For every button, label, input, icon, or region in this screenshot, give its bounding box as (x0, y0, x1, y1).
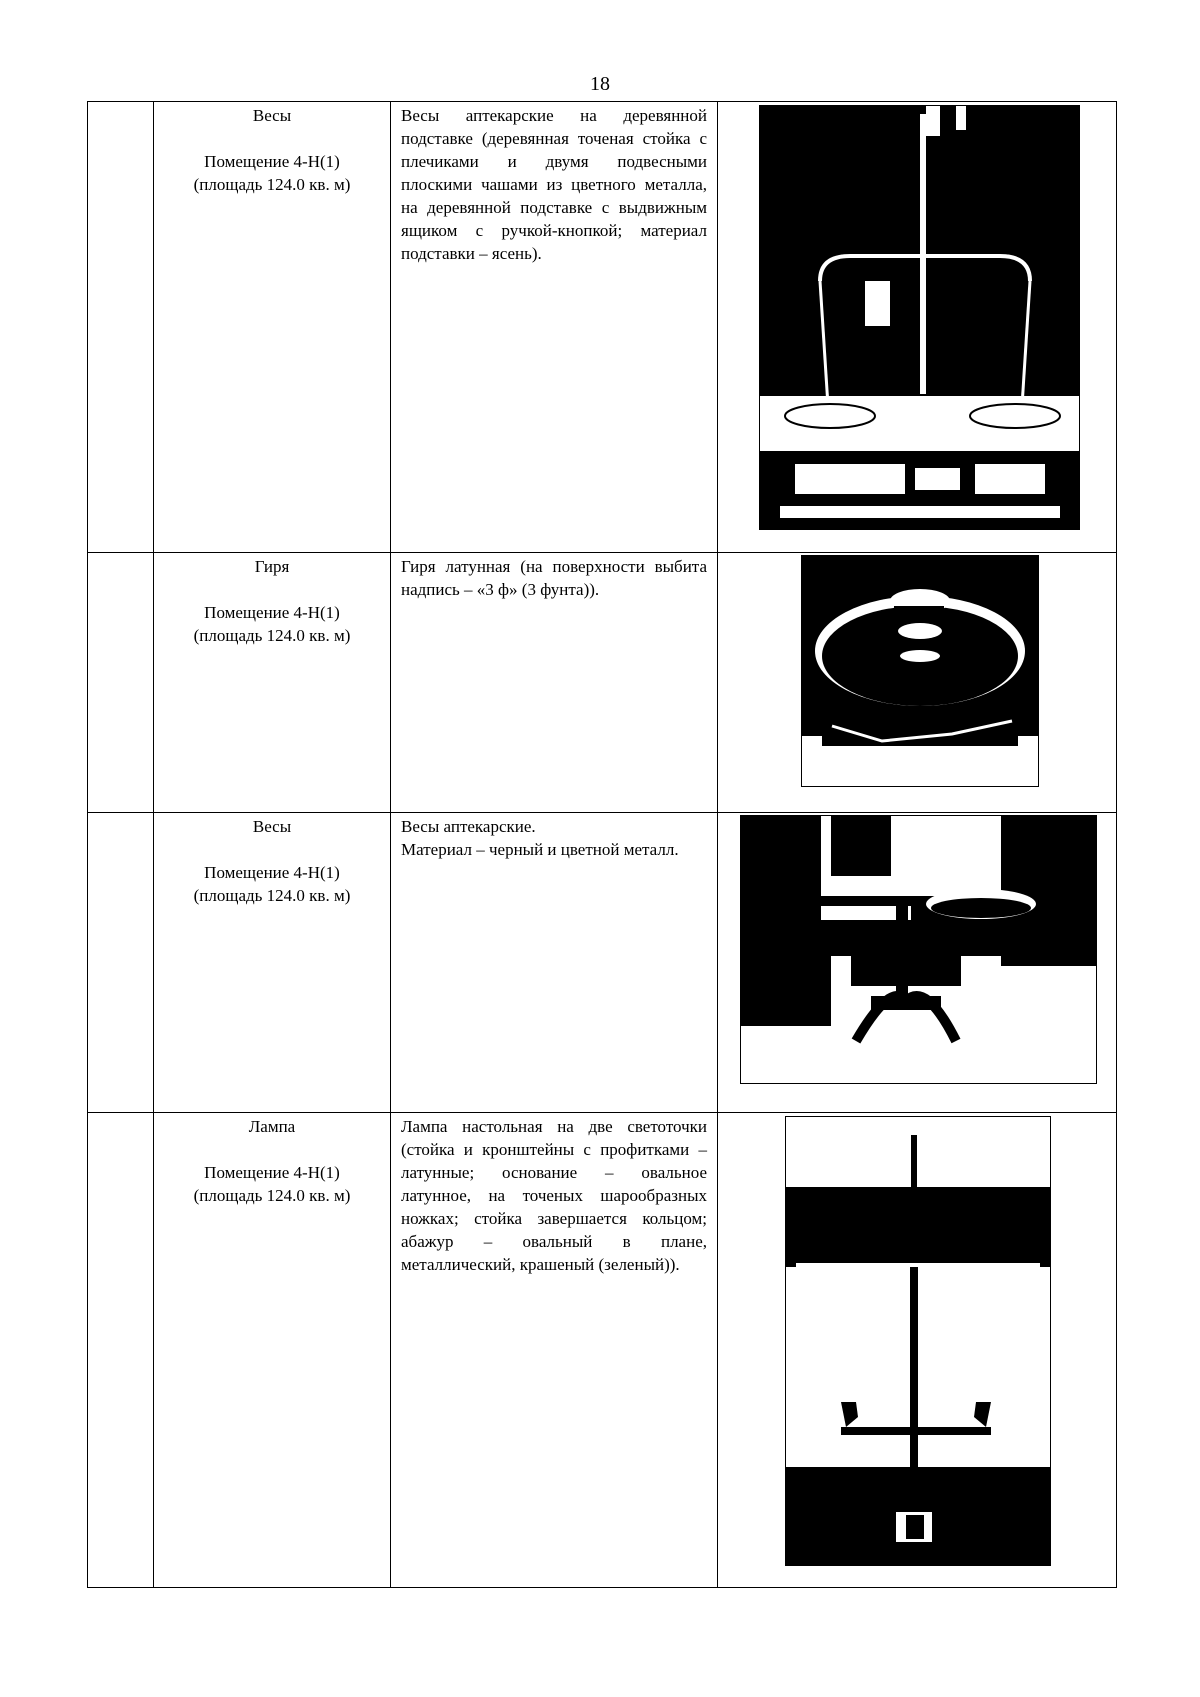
item-room: Помещение 4-Н(1) (204, 1163, 340, 1182)
apothecary-scale-photo (740, 815, 1097, 1084)
page-number: 18 (590, 73, 610, 95)
item-room: Помещение 4-Н(1) (204, 603, 340, 622)
item-description-cell (391, 1113, 718, 1588)
item-photo-cell (718, 553, 1117, 813)
item-name-cell (154, 102, 391, 553)
row-number-cell (88, 1113, 154, 1588)
item-photo-cell (718, 1113, 1117, 1588)
item-description: Весы аптекарские на деревянной подставке (деревянная точеная стойка с плечиками и двумя подвесными плоскими чашами из цветного металла, на деревянной подставке с выдвижным ящиком с ручкой-кнопкой; материал подставки – ясень). (401, 106, 707, 263)
balance-scale-photo (759, 105, 1080, 530)
item-description-line: Материал – черный и цветной металл. (401, 840, 679, 859)
item-description: Гиря латунная (на поверхности выбита надпись – «3 ф» (3 фунта)). (401, 557, 707, 599)
row-number-cell (88, 813, 154, 1113)
item-name-cell (154, 553, 391, 813)
item-photo-cell (718, 102, 1117, 553)
item-area: (площадь 124.0 кв. м) (193, 1186, 351, 1205)
item-room: Помещение 4-Н(1) (204, 152, 340, 171)
item-name-cell (154, 1113, 391, 1588)
item-name: Весы (252, 106, 292, 125)
table-row (88, 553, 1117, 813)
item-area: (площадь 124.0 кв. м) (193, 886, 351, 905)
row-number-cell (88, 102, 154, 553)
inventory-table (87, 101, 1117, 1588)
item-area: (площадь 124.0 кв. м) (193, 626, 351, 645)
table-lamp-photo (785, 1116, 1051, 1566)
table-row (88, 1113, 1117, 1588)
table-row (88, 813, 1117, 1113)
item-photo-cell (718, 813, 1117, 1113)
item-name: Лампа (248, 1117, 296, 1136)
item-room: Помещение 4-Н(1) (204, 863, 340, 882)
row-number-cell (88, 553, 154, 813)
item-description-cell (391, 102, 718, 553)
item-description: Лампа настольная на две светоточки (стойка и кронштейны с профитками – латунные; основание – овальное латунное, на точеных шарообразных ножках; стойка завершается кольцом; абажур – овальный в плане, металлический, крашеный (зеленый)). (401, 1117, 707, 1274)
item-name-cell (154, 813, 391, 1113)
item-name: Гиря (254, 557, 290, 576)
weight-photo (801, 555, 1039, 787)
item-area: (площадь 124.0 кв. м) (193, 175, 351, 194)
item-name: Весы (252, 817, 292, 836)
item-description-line: Весы аптекарские. (401, 817, 536, 836)
item-description-cell (391, 553, 718, 813)
table-row (88, 102, 1117, 553)
item-description-cell (391, 813, 718, 1113)
